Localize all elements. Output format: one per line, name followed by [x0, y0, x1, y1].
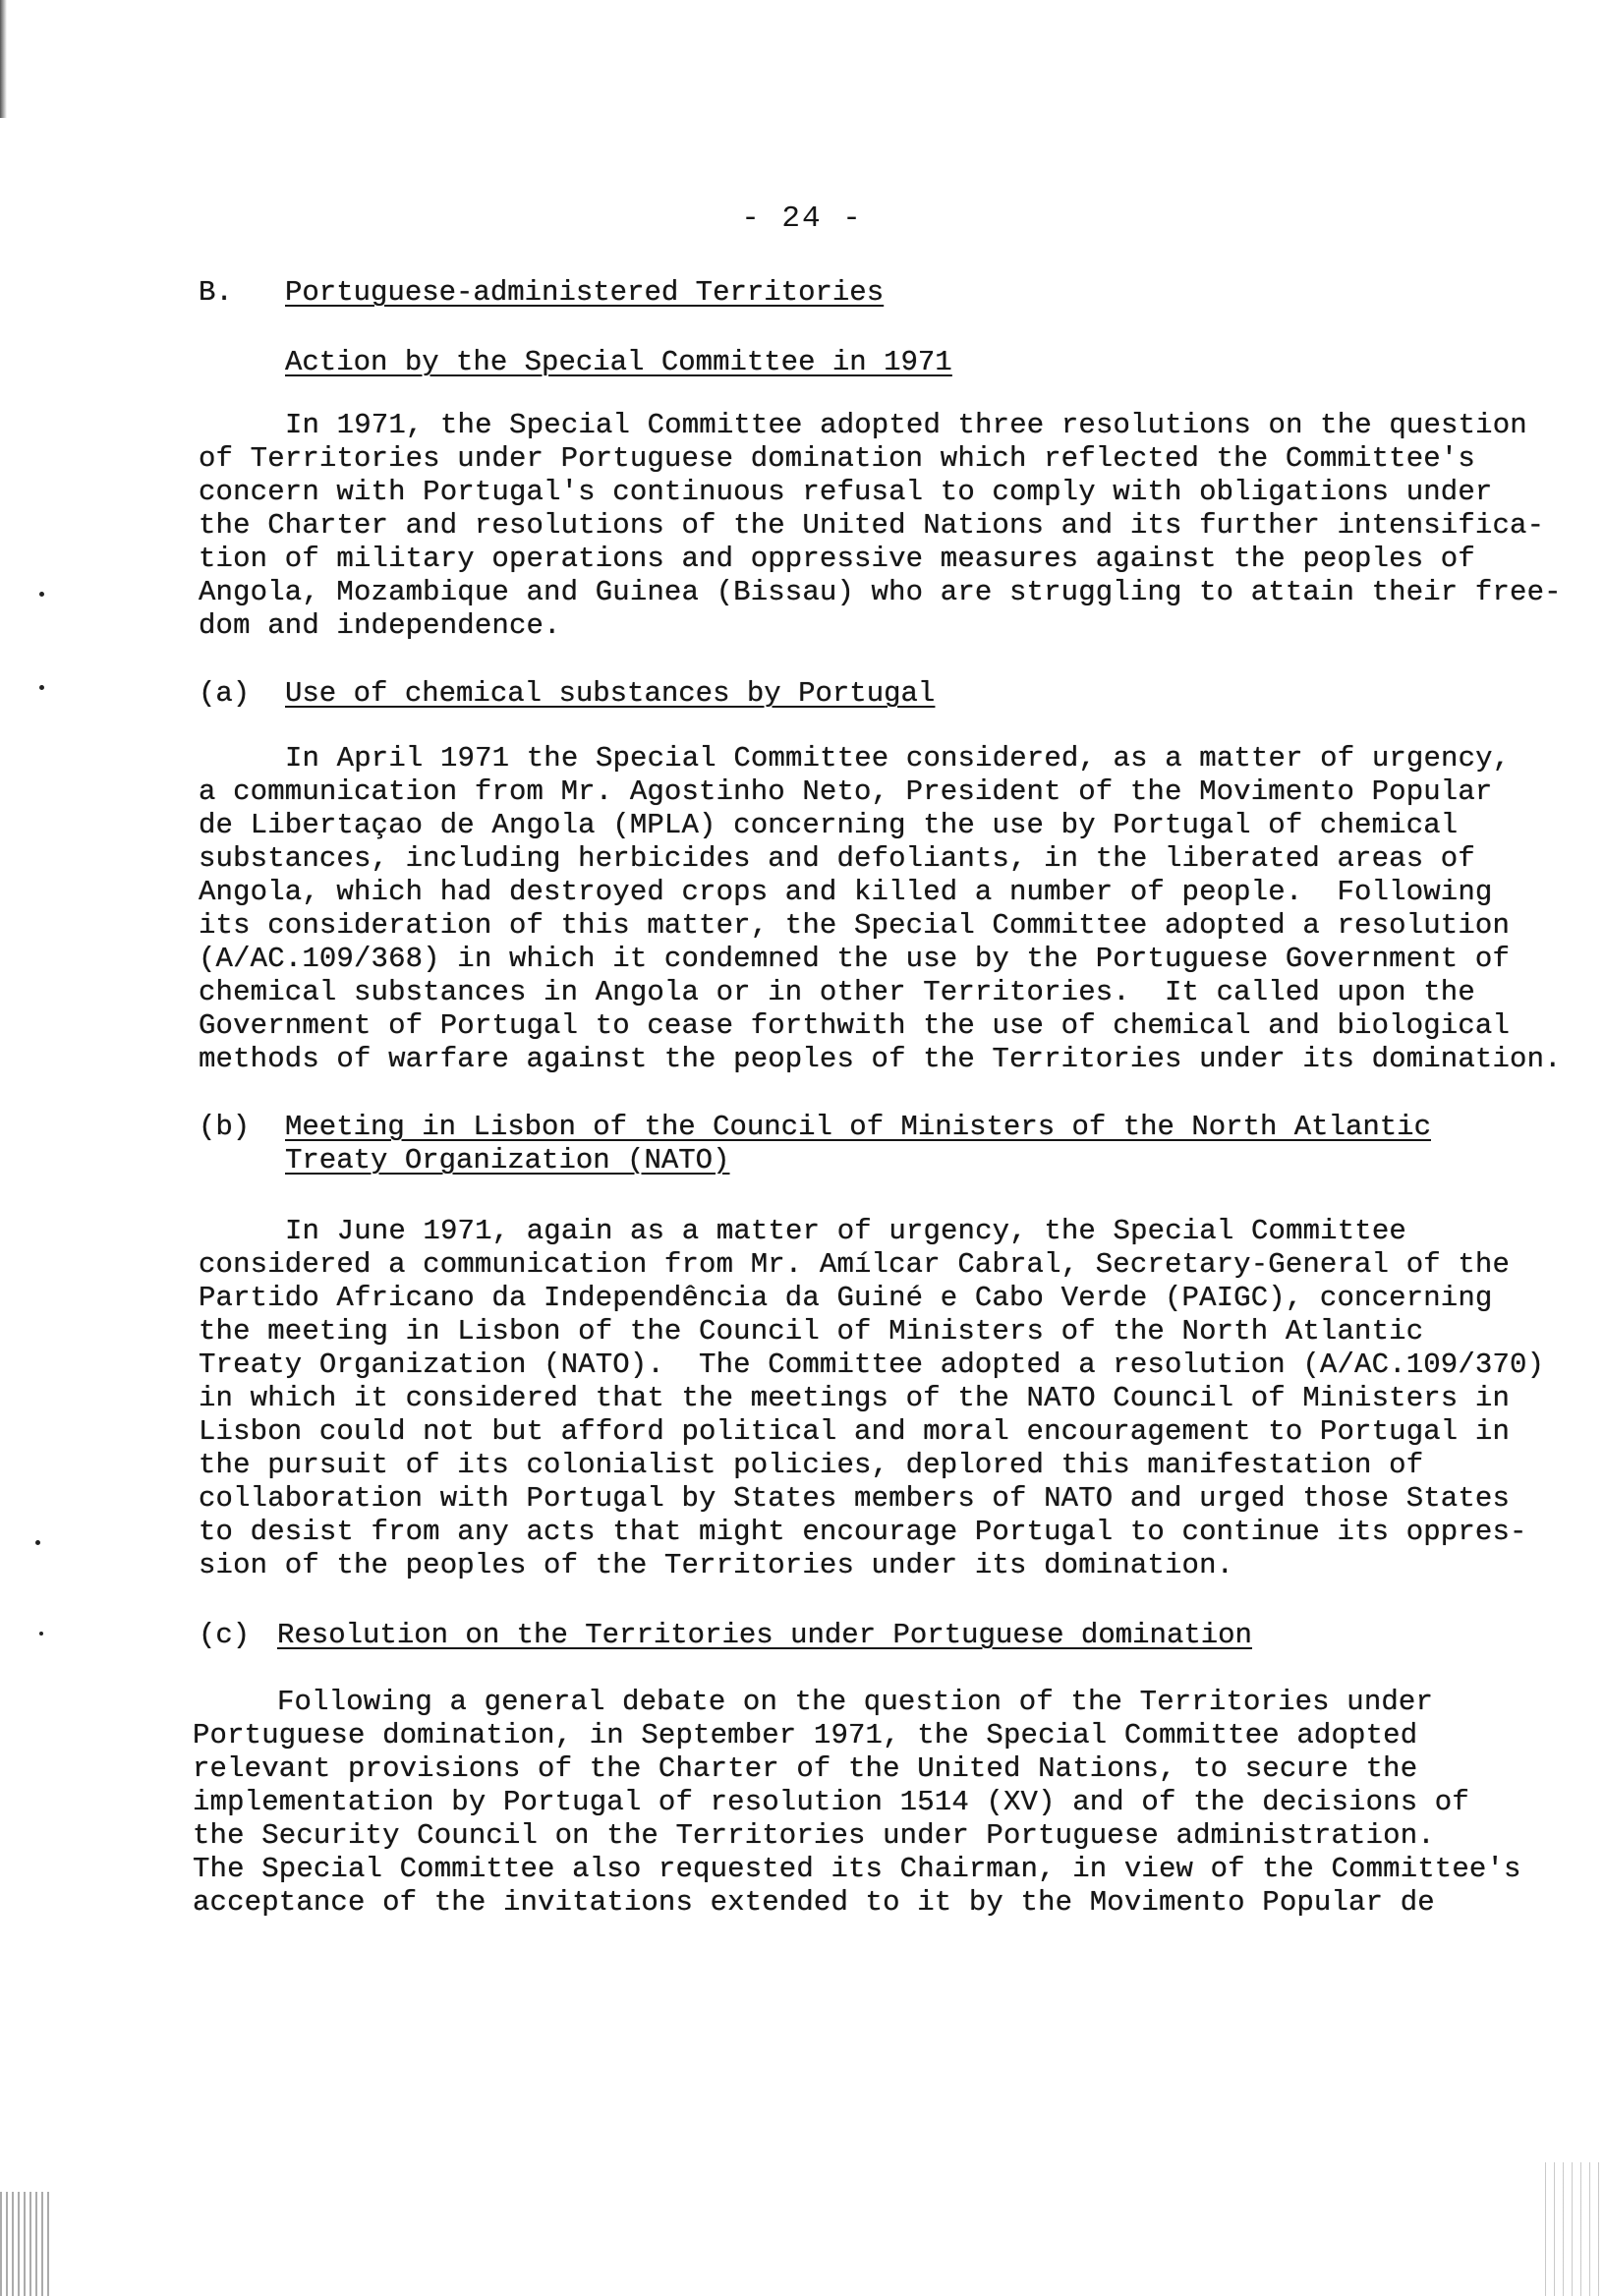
paragraph-line: substances, including herbicides and defoliants, in the liberated areas of — [199, 842, 1475, 875]
subsection-marker: (a) — [199, 677, 251, 710]
scan-edge-shadow — [0, 0, 7, 118]
paragraph-line: concern with Portugal's continuous refusal to comply with obligations under — [199, 476, 1493, 508]
subsection-heading: Meeting in Lisbon of the Council of Ministers of the North Atlantic — [285, 1111, 1431, 1143]
paragraph-line: to desist from any acts that might encourage Portugal to continue its oppres- — [199, 1516, 1527, 1548]
subsection-heading: Treaty Organization (NATO) — [285, 1144, 730, 1177]
paragraph-line: dom and independence. — [199, 609, 561, 642]
paragraph-line: acceptance of the invitations extended to it by the Movimento Popular de — [193, 1886, 1435, 1919]
paragraph-line: its consideration of this matter, the Special Committee adopted a resolution — [199, 909, 1511, 942]
paragraph-line: a communication from Mr. Agostinho Neto, President of the Movimento Popular — [199, 775, 1493, 808]
scan-speck — [39, 592, 44, 597]
paragraph-line: of Territories under Portuguese domination which reflected the Committee's — [199, 442, 1475, 475]
scan-edge-artifact — [0, 2192, 49, 2296]
section-subtitle: Action by the Special Committee in 1971 — [285, 346, 952, 378]
paragraph-line: In April 1971 the Special Committee considered, as a matter of urgency, — [285, 742, 1511, 775]
paragraph-line: de Libertaçao de Angola (MPLA) concerning the use by Portugal of chemical — [199, 809, 1459, 841]
paragraph-line: implementation by Portugal of resolution 1514 (XV) and of the decisions of — [193, 1786, 1469, 1818]
paragraph-line: Lisbon could not but afford political and moral encouragement to Portugal in — [199, 1415, 1511, 1448]
paragraph-line: tion of military operations and oppressive measures against the peoples of — [199, 543, 1475, 575]
paragraph-line: Government of Portugal to cease forthwith the use of chemical and biological — [199, 1009, 1511, 1042]
scan-speck — [39, 1632, 43, 1636]
paragraph-line: the Charter and resolutions of the United Nations and its further intensifica- — [199, 509, 1545, 542]
paragraph-line: Angola, which had destroyed crops and killed a number of people. Following — [199, 876, 1493, 908]
paragraph-line: collaboration with Portugal by States members of NATO and urged those States — [199, 1482, 1511, 1515]
paragraph-line: Portuguese domination, in September 1971, the Special Committee adopted — [193, 1719, 1418, 1751]
paragraph-line: In June 1971, again as a matter of urgency, the Special Committee — [285, 1215, 1406, 1247]
subsection-marker: (c) — [199, 1619, 251, 1651]
paragraph-line: considered a communication from Mr. Amílcar Cabral, Secretary-General of the — [199, 1248, 1511, 1281]
paragraph-line: In 1971, the Special Committee adopted three resolutions on the question — [285, 409, 1527, 441]
subsection-marker: (b) — [199, 1111, 251, 1143]
paragraph-line: relevant provisions of the Charter of the United Nations, to secure the — [193, 1752, 1418, 1785]
paragraph-line: The Special Committee also requested its Chairman, in view of the Committee's — [193, 1853, 1521, 1885]
paragraph-line: Following a general debate on the question of the Territories under — [277, 1686, 1434, 1718]
scan-edge-artifact — [1545, 2162, 1604, 2296]
section-letter: B. — [199, 276, 233, 309]
paragraph-line: sion of the peoples of the Territories under its domination. — [199, 1549, 1234, 1581]
paragraph-line: in which it considered that the meetings of the NATO Council of Ministers in — [199, 1382, 1511, 1414]
paragraph-line: Treaty Organization (NATO). The Committee adopted a resolution (A/AC.109/370) — [199, 1349, 1545, 1381]
paragraph-line: methods of warfare against the peoples of the Territories under its domination. — [199, 1043, 1562, 1075]
paragraph-line: Partido Africano da Independência da Guiné e Cabo Verde (PAIGC), concerning — [199, 1282, 1493, 1314]
paragraph-line: the Security Council on the Territories under Portuguese administration. — [193, 1819, 1435, 1852]
paragraph-line: chemical substances in Angola or in other Territories. It called upon the — [199, 976, 1475, 1008]
paragraph-line: Angola, Mozambique and Guinea (Bissau) who are struggling to attain their free- — [199, 576, 1562, 608]
paragraph-line: the pursuit of its colonialist policies, deplored this manifestation of — [199, 1449, 1424, 1481]
section-title: Portuguese-administered Territories — [285, 276, 885, 309]
page-number: - 24 - — [741, 201, 863, 236]
subsection-heading: Use of chemical substances by Portugal — [285, 677, 936, 710]
paragraph-line: the meeting in Lisbon of the Council of Ministers of the North Atlantic — [199, 1315, 1424, 1348]
paragraph-line: (A/AC.109/368) in which it condemned the use by the Portuguese Government of — [199, 943, 1511, 975]
subsection-heading: Resolution on the Territories under Portuguese domination — [277, 1619, 1252, 1651]
scan-speck — [39, 685, 44, 690]
scan-speck — [35, 1540, 40, 1545]
